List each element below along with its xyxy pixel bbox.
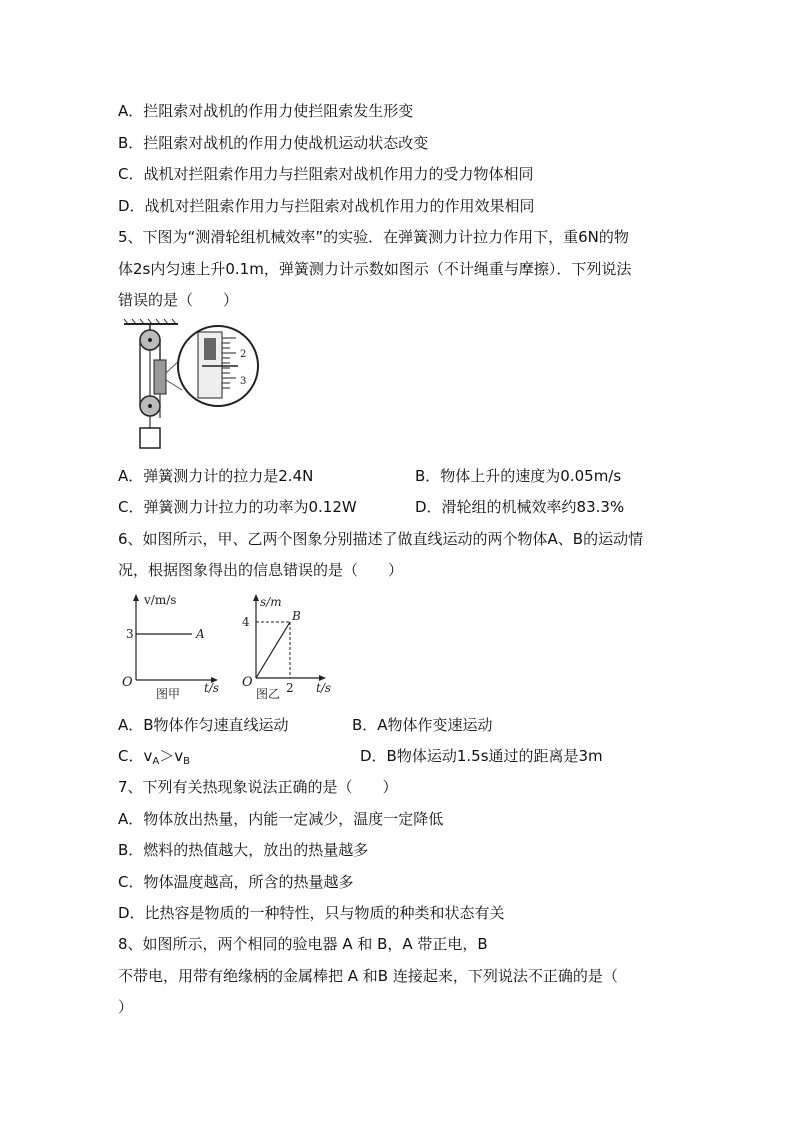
q8-stem-line-2: 不带电，用带有绝缘柄的金属棒把 A 和B 连接起来，下列说法不正确的是（ <box>118 967 618 985</box>
graph-jia-origin: O <box>122 675 133 690</box>
q6-option-b: B．A物体作变速运动 <box>352 716 493 734</box>
q4-option-b: B．拦阻索对战机的作用力使战机运动状态改变 <box>118 134 429 152</box>
graph-yi-point-label: B <box>292 609 301 623</box>
graph-jia-xlabel: t/s <box>204 681 220 695</box>
q4-option-a: A．拦阻索对战机的作用力使拦阻索发生形变 <box>118 102 414 120</box>
q6-option-c-sub2: B <box>183 756 190 767</box>
q6-stem-line-1: 6、如图所示，甲、乙两个图象分别描述了做直线运动的两个物体A、B的运动情 <box>118 530 644 548</box>
scale-label-3: 3 <box>240 376 247 387</box>
q8-stem-line-1: 8、如图所示，两个相同的验电器 A 和 B，A 带正电，B <box>118 935 488 953</box>
pulley-figure <box>120 318 270 458</box>
graph-jia-line-label: A <box>196 627 205 641</box>
graph-yi <box>228 588 336 706</box>
q8-stem-line-3: ） <box>118 998 134 1016</box>
graph-yi-origin: O <box>242 675 253 690</box>
q5-stem-line-1: 5、下图为“测滑轮组机械效率”的实验．在弹簧测力计拉力作用下，重6N的物 <box>118 228 629 246</box>
graph-yi-ylabel: s/m <box>260 595 282 609</box>
graph-jia-ytick: 3 <box>126 627 134 641</box>
q5-option-b: B．物体上升的速度为0.05m/s <box>415 467 622 485</box>
q6-option-c-v1: v <box>143 747 153 765</box>
q7-option-c: C．物体温度越高，所含的热量越多 <box>118 873 354 891</box>
q5-stem-line-3: 错误的是（ ） <box>118 291 239 309</box>
q6-option-c-gt: ＞ <box>159 747 175 765</box>
q6-option-c-v2: v <box>174 747 184 765</box>
graph-jia <box>120 588 220 706</box>
scale-label-2: 2 <box>240 349 247 360</box>
q6-option-c <box>118 746 190 772</box>
q4-option-d: D．战机对拦阻索作用力与拦阻索对战机作用力的作用效果相同 <box>118 197 535 215</box>
graph-yi-ytick: 4 <box>242 615 250 629</box>
q4-option-c: C．战机对拦阻索作用力与拦阻索对战机作用力的受力物体相同 <box>118 165 534 183</box>
q6-option-c-prefix: C． <box>118 747 144 765</box>
graph-yi-xlabel: t/s <box>316 681 332 695</box>
q7-option-d: D．比热容是物质的一种特性，只与物质的种类和状态有关 <box>118 904 505 922</box>
graph-jia-ylabel: v/m/s <box>144 593 177 607</box>
q6-option-a: A．B物体作匀速直线运动 <box>118 716 289 734</box>
q6-option-d: D．B物体运动1.5s通过的距离是3m <box>360 747 603 765</box>
q5-option-a: A．弹簧测力计的拉力是2.4N <box>118 467 314 485</box>
graph-yi-caption: 图乙 <box>256 687 281 701</box>
q7-stem: 7、下列有关热现象说法正确的是（ ） <box>118 778 398 796</box>
graph-yi-xtick: 2 <box>286 681 294 695</box>
q5-option-c: C．弹簧测力计拉力的功率为0.12W <box>118 498 357 516</box>
q7-option-a: A．物体放出热量，内能一定减少，温度一定降低 <box>118 810 444 828</box>
q6-stem-line-2: 况，根据图象得出的信息错误的是（ ） <box>118 561 404 579</box>
q5-option-d: D．滑轮组的机械效率约83.3% <box>415 498 625 516</box>
q6-option-c-sub1: A <box>152 756 160 767</box>
graph-jia-caption: 图甲 <box>156 687 181 701</box>
q7-option-b: B．燃料的热值越大，放出的热量越多 <box>118 841 369 859</box>
q5-stem-line-2: 体2s内匀速上升0.1m，弹簧测力计示数如图示（不计绳重与摩擦）．下列说法 <box>118 260 632 278</box>
